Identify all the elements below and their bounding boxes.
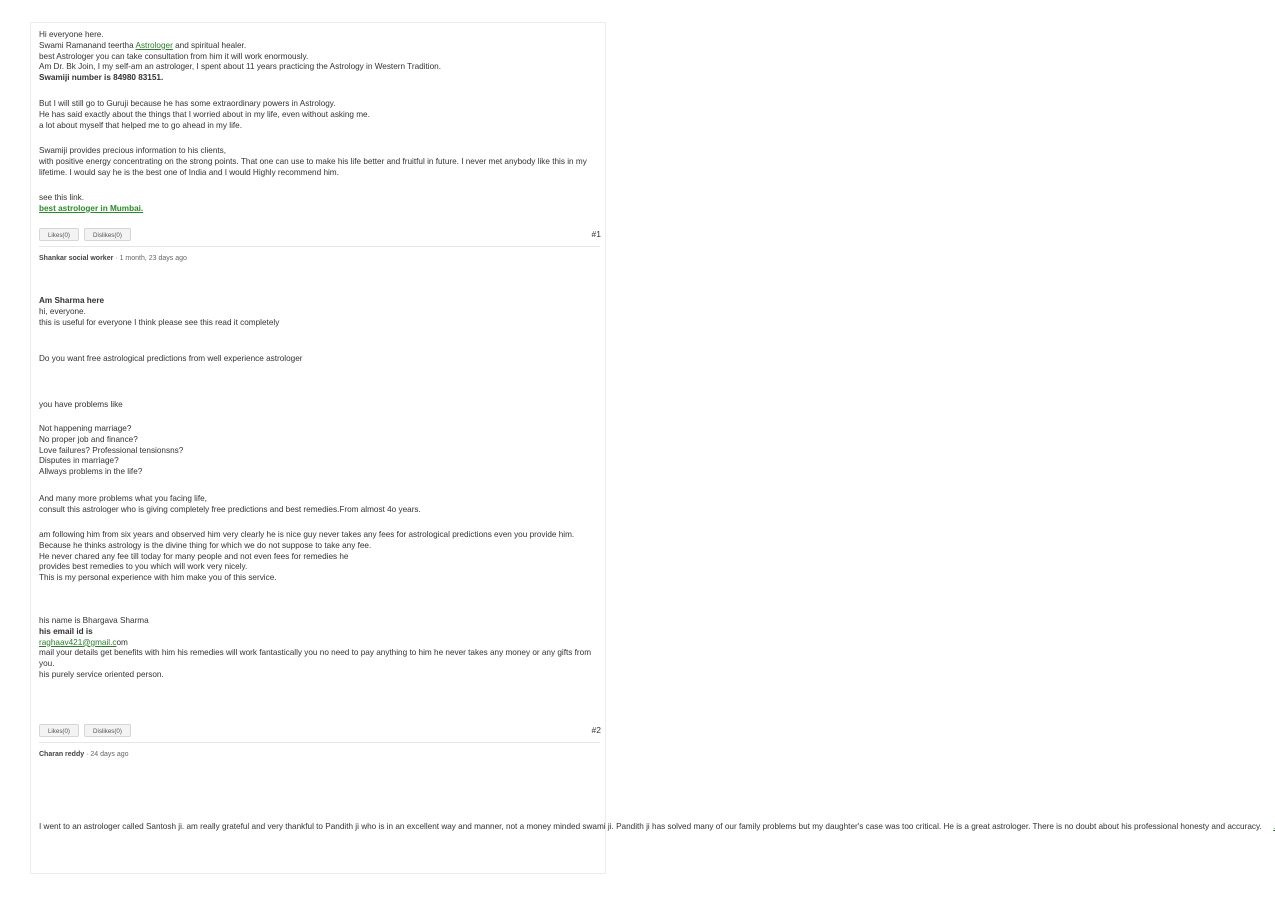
comment-1-paragraph-2 xyxy=(39,99,601,131)
text-line: He never chared any fee till today for many people and not even fees for remedies he xyxy=(39,551,349,561)
comment-3-paragraph-1 xyxy=(39,822,1262,833)
text-line: Am Sharma here xyxy=(39,296,105,305)
comment-1-paragraph-4 xyxy=(39,193,601,215)
text-line: No proper job and finance? xyxy=(39,434,138,444)
text-fragment: Swami Ramanand teertha xyxy=(39,40,136,50)
comment-1-paragraph-3 xyxy=(39,146,601,178)
text-line xyxy=(39,41,601,52)
comment-number: #1 xyxy=(591,229,601,239)
comment-2-paragraph-3 xyxy=(39,400,601,411)
comment-time: 24 days ago xyxy=(90,751,129,758)
comment-1-actions xyxy=(39,228,601,242)
comment-2-paragraph-6 xyxy=(39,530,601,584)
text-line: Because he thinks astrology is the divine thing for which we do not suppose to take any fee. xyxy=(39,540,372,550)
divider xyxy=(39,742,600,743)
swamiji-number: Swamiji number is 84980 83151. xyxy=(39,73,164,83)
text-line: Disputes in marriage? xyxy=(39,456,119,466)
text-line: Not happening marriage? xyxy=(39,424,132,433)
dislikes-button[interactable]: Dislikes(0) xyxy=(84,228,131,241)
text-line: And many more problems what you facing life, xyxy=(39,494,207,503)
comment-2-paragraph-7 xyxy=(39,616,601,681)
text-line xyxy=(39,638,601,649)
likes-button[interactable]: Likes(0) xyxy=(39,724,79,737)
comment-author[interactable]: Shankar social worker xyxy=(39,255,114,262)
divider xyxy=(39,246,600,247)
comment-3-meta xyxy=(39,751,129,758)
text-line: with positive energy concentrating on the strong points. That one can use to make his life better and fruitful in future. I never met anybody like this in my lifetime. I would say he is the best one of India and I would Highly recommend him. xyxy=(39,156,587,177)
text-line: He has said exactly about the things that I worried about in my life, even without asking me. xyxy=(39,109,370,119)
text-line: mail your details get benefits with him his remedies will work fantastically you no need to pay anything to him he never takes any money or any gifts from you. xyxy=(39,648,592,669)
email-link[interactable]: raghaav421@gmail.c xyxy=(39,637,117,647)
text-line xyxy=(39,822,1262,833)
astrologer-link[interactable]: Astrologer xyxy=(135,40,173,50)
comment-2-paragraph-5 xyxy=(39,494,601,516)
text-line: a lot about myself that helped me to go ahead in my life. xyxy=(39,120,242,130)
comment-number: #2 xyxy=(591,725,601,735)
text-line: am following him from six years and observed him very clearly he is nice guy never takes any fees for astrological predictions even you provide him. xyxy=(39,530,575,539)
meta-separator: · xyxy=(115,255,118,262)
comment-2-meta xyxy=(39,255,187,262)
text-line: his name is Bhargava Sharma xyxy=(39,616,149,625)
text-line: consult this astrologer who is giving completely free predictions and best remedies.From almost 4o years. xyxy=(39,504,421,514)
text-line: his email id is xyxy=(39,626,93,636)
text-line: Swamiji provides precious information to his clients, xyxy=(39,146,227,155)
text-line xyxy=(39,204,601,215)
text-line: This is my personal experience with him make you of this service. xyxy=(39,573,277,583)
meta-separator: · xyxy=(86,751,89,758)
text-line: you have problems like xyxy=(39,400,123,409)
text-line: Love failures? Professional tensionsns? xyxy=(39,445,184,455)
text-fragment: om xyxy=(116,637,128,647)
comment-author[interactable]: Charan reddy xyxy=(39,751,85,758)
comment-2-problems-list xyxy=(39,424,601,478)
text-line: best Astrologer you can take consultation from him it will work enormously. xyxy=(39,51,309,61)
likes-button[interactable]: Likes(0) xyxy=(39,228,79,241)
comment-time: 1 month, 23 days ago xyxy=(119,255,187,262)
text-line: provides best remedies to you which will work very nicely. xyxy=(39,562,248,572)
text-line: this is useful for everyone I think please see this read it completely xyxy=(39,317,280,327)
text-line: But I will still go to Guruji because he has some extraordinary powers in Astrology. xyxy=(39,99,336,108)
text-line: Do you want free astrological predictions from well experience astrologer xyxy=(39,354,303,363)
best-astrologer-mumbai-link[interactable]: best astrologer in Mumbai. xyxy=(39,203,144,213)
comment-1-paragraph-1 xyxy=(39,30,601,84)
text-line: Allways problems in the life? xyxy=(39,467,143,477)
text-fragment: I went to an astrologer called Santosh ji. am really grateful and very thankful to Pandith ji who is in an excellent way and manner, not a money minded swami ji. Pandith ji has solved many of our family problems but my daughter's case was too critical. He is a great astrologer. There is no doubt about his professional honesty and accuracy. xyxy=(39,822,1262,831)
comment-2-paragraph-1 xyxy=(39,296,601,328)
dislikes-button[interactable]: Dislikes(0) xyxy=(84,724,131,737)
text-line: Am Dr. Bk Join, I my self-am an astrologer, I spent about 11 years practicing the Astrology in Western Tradition. xyxy=(39,62,441,72)
text-line: Hi everyone here. xyxy=(39,30,104,39)
text-line: see this link. xyxy=(39,193,85,202)
text-fragment: and spiritual healer. xyxy=(172,40,247,50)
text-line: his purely service oriented person. xyxy=(39,669,164,679)
text-line: hi, everyone. xyxy=(39,306,86,316)
comment-2-paragraph-2 xyxy=(39,354,601,365)
comment-2-actions xyxy=(39,724,601,738)
